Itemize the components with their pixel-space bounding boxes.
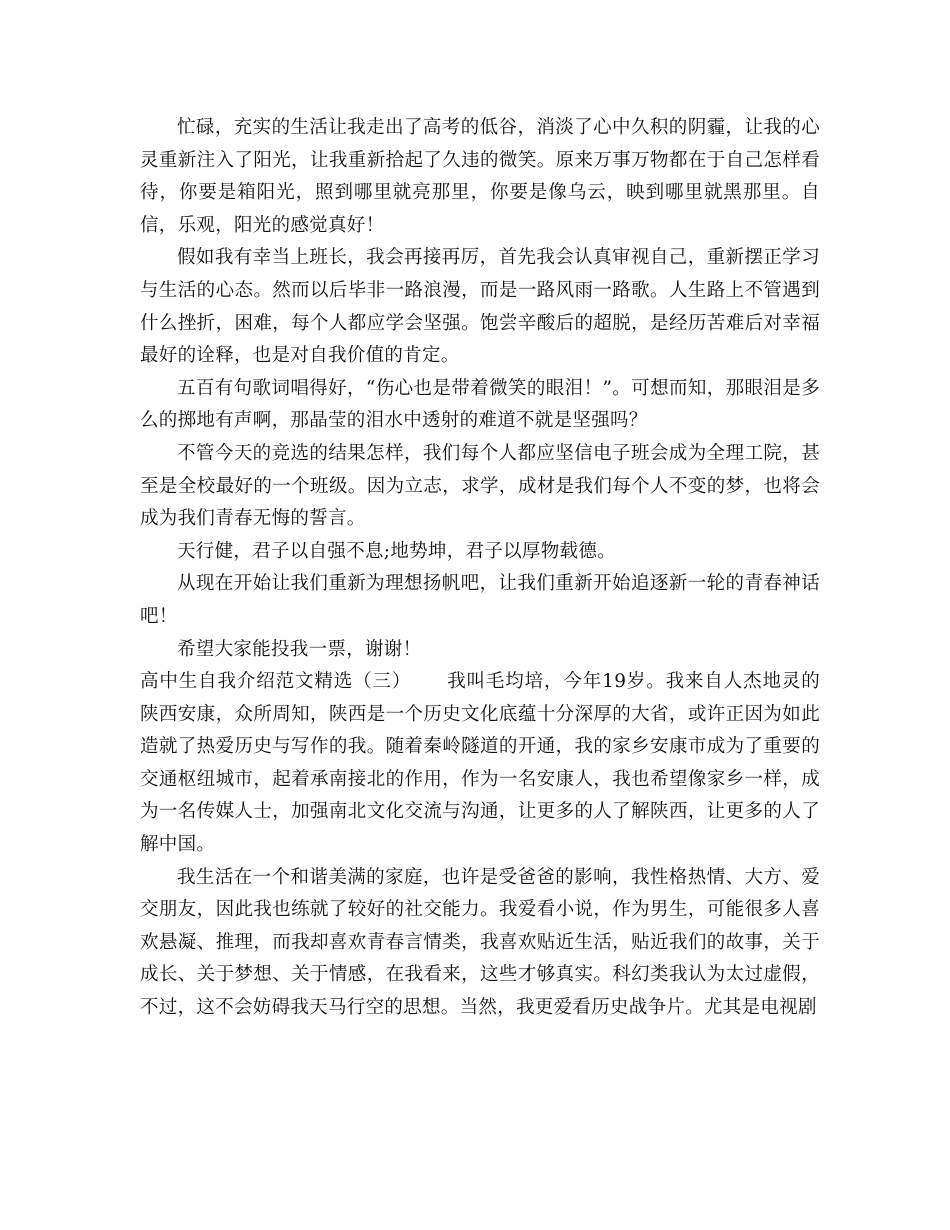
paragraph-2: 假如我有幸当上班长，我会再接再厉，首先我会认真审视自己，重新摆正学习与生活的心态。然而以后毕非一路浪漫，而是一路风雨一路歌。人生路上不管遇到什么挫折，困难，每个人都应学会坚强。饱尝辛酸后的超脱，是经历苦难后对幸福最好的诠释，也是对自我价值的肯定。 <box>140 247 820 367</box>
paragraph-3: 五百有句歌词唱得好，“伤心也是带着微笑的眼泪！”。可想而知，那眼泪是多么的掷地有声啊，那晶莹的泪水中透射的难道不就是坚强吗？ <box>140 377 820 432</box>
paragraph-7: 希望大家能投我一票，谢谢！ <box>177 638 422 660</box>
section-paragraph-1: 我叫毛均培，今年19岁。我来自人杰地灵的陕西安康，众所周知，陕西是一个历史文化底蕴十分深厚的大省，或许正因为如此造就了热爱历史与写作的我。随着秦岭隧道的开通，我的家乡安康市成为了重要的交通枢纽城市，起着承南接北的作用，作为一名安康人，我也希望像家乡一样，成为一名传媒人士，加强南北文化交流与沟通，让更多的人了解陕西，让更多的人了解中国。 <box>140 671 820 856</box>
paragraph-4: 不管今天的竞选的结果怎样，我们每个人都应坚信电子班会成为全理工院，甚至是全校最好的一个班级。因为立志，求学，成材是我们每个人不变的梦，也将会成为我们青春无悔的誓言。 <box>140 442 820 530</box>
document-body <box>140 112 820 1025</box>
paragraph-5: 天行健，君子以自强不息;地势坤，君子以厚物载德。 <box>177 540 616 562</box>
paragraph-1: 忙碌，充实的生活让我走出了高考的低谷，消淡了心中久积的阴霾，让我的心灵重新注入了阳光，让我重新拾起了久违的微笑。原来万事万物都在于自己怎样看待，你要是箱阳光，照到哪里就亮那里，你要是像乌云，映到哪里就黑那里。自信，乐观，阳光的感觉真好！ <box>140 117 820 236</box>
section-title: 高中生自我介绍范文精选（三） <box>140 671 412 693</box>
paragraph-6: 从现在开始让我们重新为理想扬帆吧，让我们重新开始追逐新一轮的青春神话吧！ <box>140 573 820 627</box>
section-paragraph-2: 我生活在一个和谐美满的家庭，也许是受爸爸的影响，我性格热情、大方、爱交朋友，因此我也练就了较好的社交能力。我爱看小说，作为男生，可能很多人喜欢悬凝、推理，而我却喜欢青春言情类，我喜欢贴近生活，贴近我们的故事，关于成长、关于梦想、关于情感，在我看来，这些才够真实。科幻类我认为太过虚假，不过，这不会妨碍我天马行空的思想。当然，我更爱看历史战争片。尤其是电视剧 <box>140 866 820 1019</box>
section-intro-paragraph <box>140 666 820 862</box>
